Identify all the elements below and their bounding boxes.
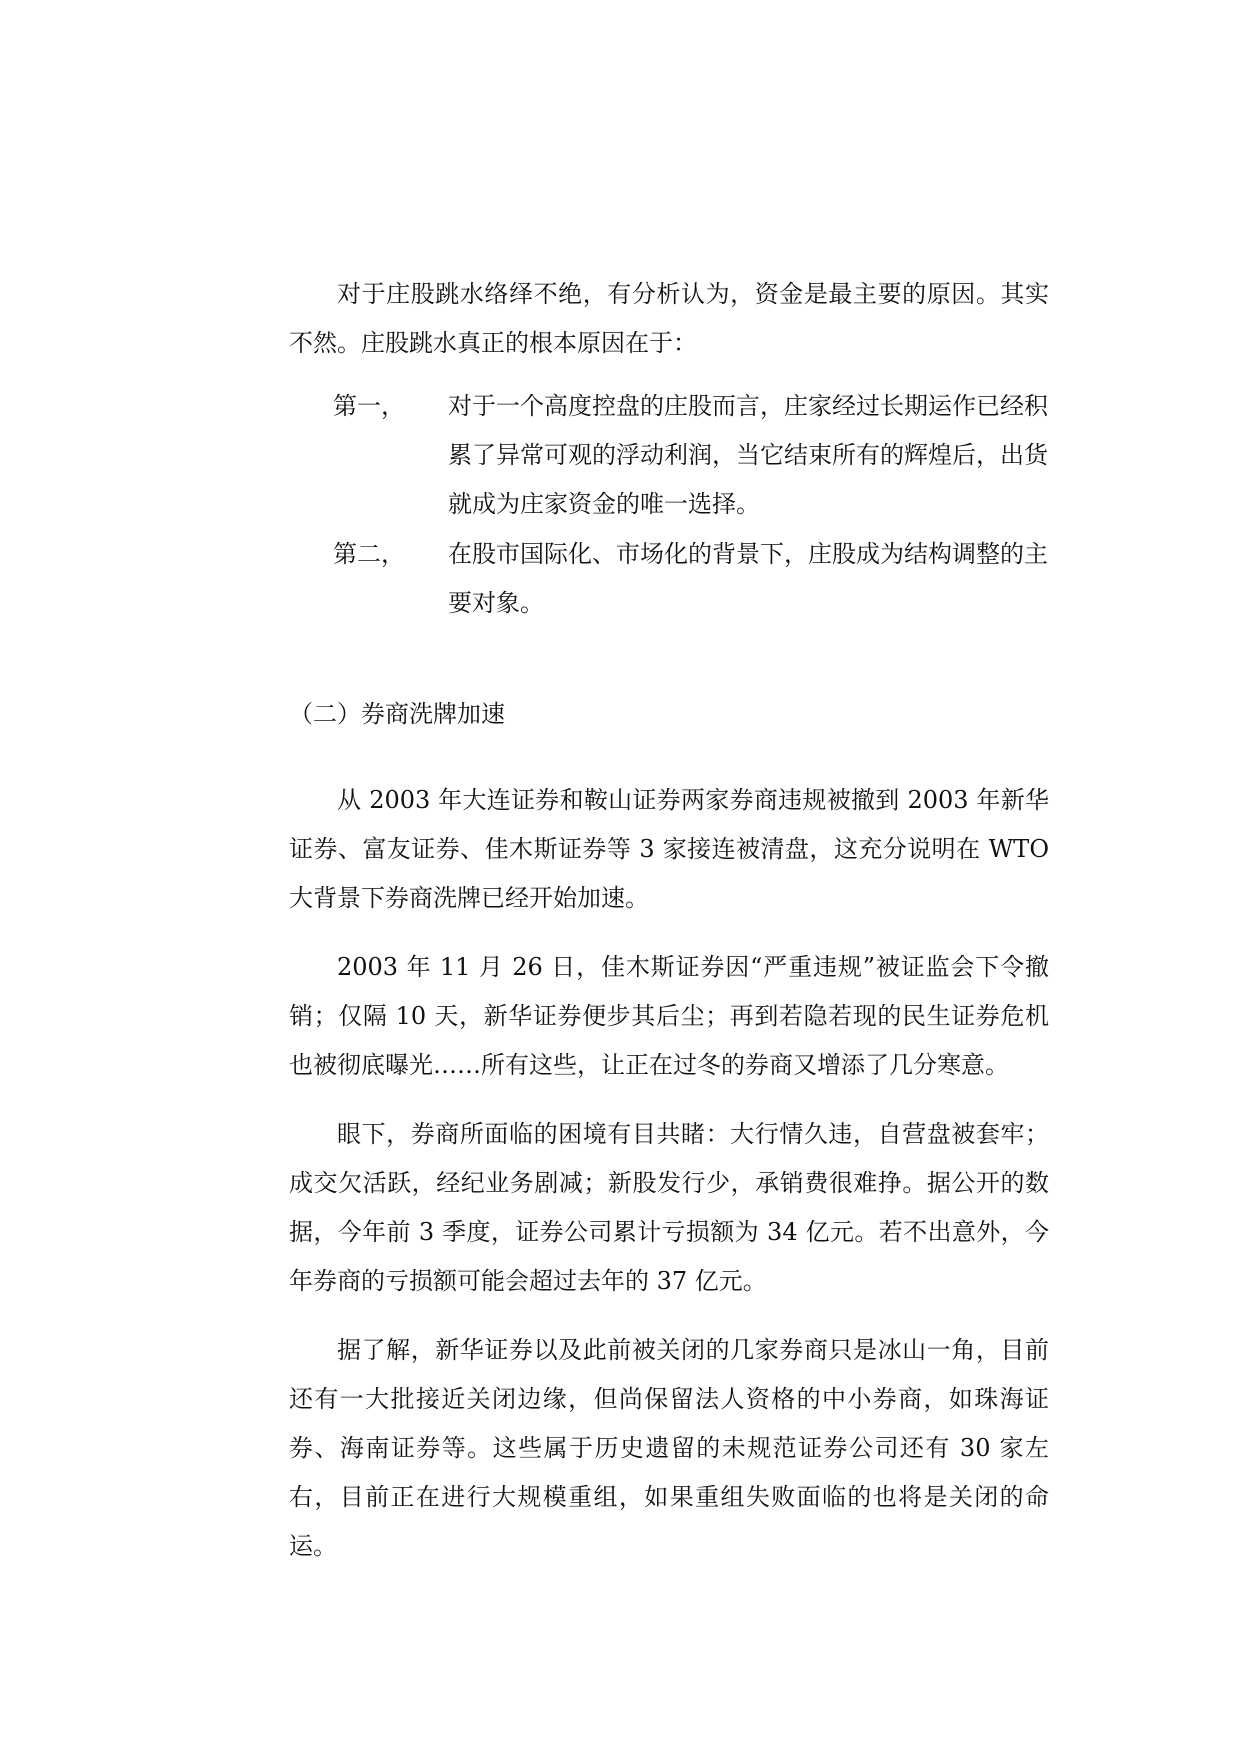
paragraph-2: 2003 年 11 月 26 日，佳木斯证券因“严重违规”被证监会下令撤销；仅隔 10 天，新华证券便步其后尘；再到若隐若现的民生证券危机也被彻底曝光……所有这些，让正在过冬的券商又增添了几分寒意。 xyxy=(289,953,1049,1079)
list-item-text-1: 对于一个高度控盘的庄股而言，庄家经过长期运作已经积累了异常可观的浮动利润，当它结束所有的辉煌后，出货就成为庄家资金的唯一选择。 xyxy=(448,392,1048,518)
list-item-text-2: 在股市国际化、市场化的背景下，庄股成为结构调整的主要对象。 xyxy=(448,540,1048,617)
paragraph-1: 从 2003 年大连证券和鞍山证券两家券商违规被撤到 2003 年新华证券、富友证券、佳木斯证券等 3 家接连被清盘，这充分说明在 WTO 大背景下券商洗牌已经开始加速。 xyxy=(289,786,1049,912)
list-item-label-2: 第二， xyxy=(333,540,405,568)
paragraph-4: 据了解，新华证券以及此前被关闭的几家券商只是冰山一角，目前还有一大批接近关闭边缘，但尚保留法人资格的中小券商，如珠海证券、海南证券等。这些属于历史遗留的未规范证券公司还有 30 家左右，目前正在进行大规模重组，如果重组失败面临的也将是关闭的命运。 xyxy=(289,1336,1049,1560)
section-heading: （二）券商洗牌加速 xyxy=(289,700,505,728)
list-item-label-1: 第一， xyxy=(333,392,405,420)
paragraph-3: 眼下，券商所面临的困境有目共睹：大行情久违，自营盘被套牢；成交欠活跃，经纪业务剧减；新股发行少，承销费很难挣。据公开的数据，今年前 3 季度，证券公司累计亏损额为 34 亿元。若不出意外，今年券商的亏损额可能会超过去年的 37 亿元。 xyxy=(289,1120,1049,1295)
intro-paragraph: 对于庄股跳水络绎不绝，有分析认为，资金是最主要的原因。其实不然。庄股跳水真正的根本原因在于： xyxy=(289,280,1049,357)
